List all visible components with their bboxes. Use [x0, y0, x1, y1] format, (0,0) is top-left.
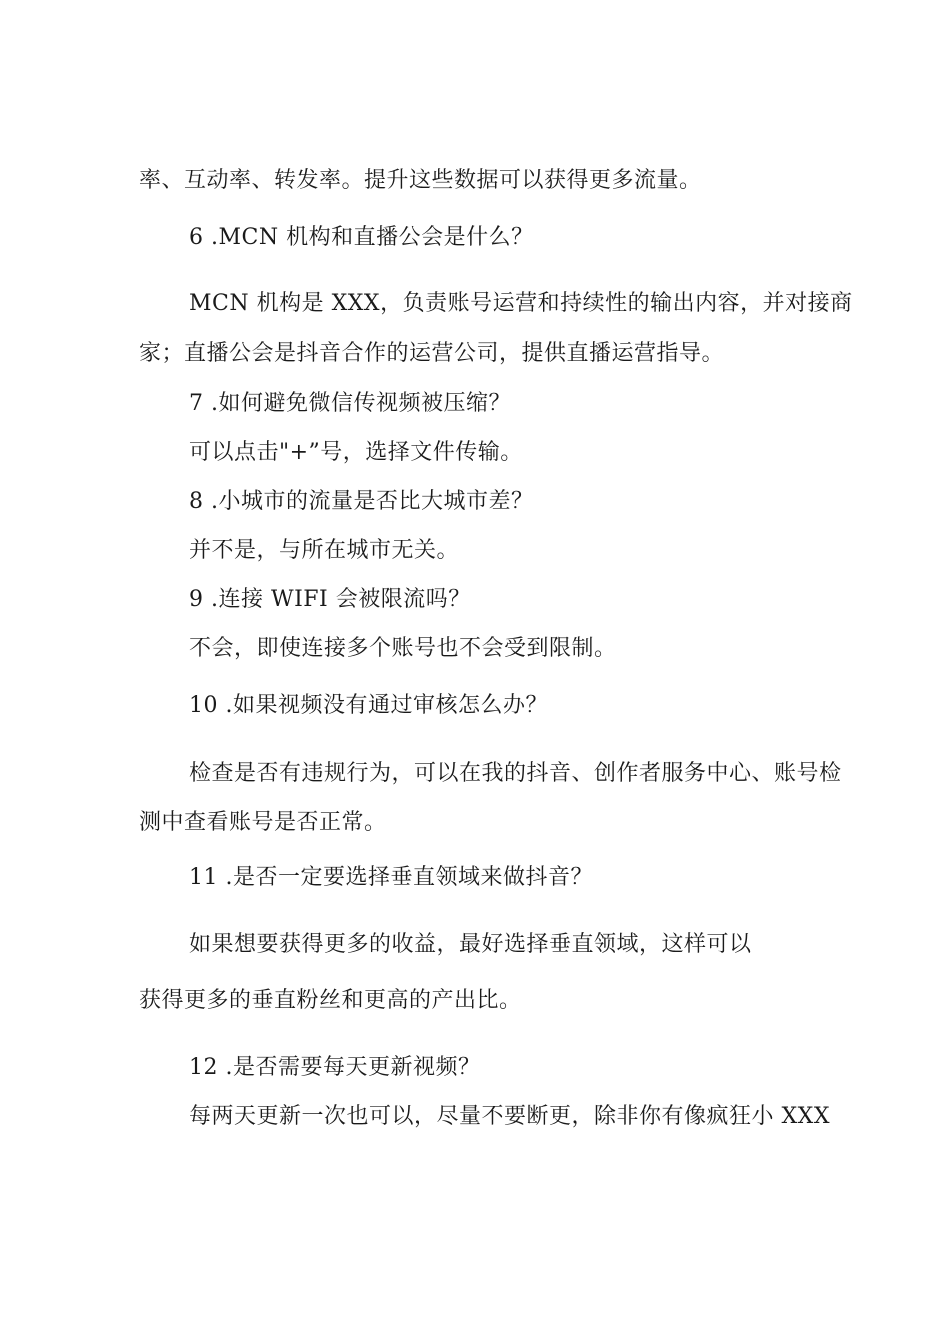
answer-11-line-2: 获得更多的垂直粉丝和更高的产出比。	[139, 988, 522, 1013]
paragraph-continuation: 率、互动率、转发率。提升这些数据可以获得更多流量。	[139, 168, 702, 193]
answer-9: 不会，即使连接多个账号也不会受到限制。	[189, 636, 617, 661]
answer-12-line-1: 每两天更新一次也可以，尽量不要断更，除非你有像疯狂小 XXX	[189, 1104, 830, 1129]
question-6: 6 .MCN 机构和直播公会是什么？	[189, 225, 534, 250]
question-12: 12 .是否需要每天更新视频？	[189, 1055, 481, 1080]
answer-6-line-1: MCN 机构是 XXX，负责账号运营和持续性的输出内容，并对接商	[189, 291, 853, 316]
answer-6-line-2: 家；直播公会是抖音合作的运营公司，提供直播运营指导。	[139, 341, 725, 366]
question-8: 8 .小城市的流量是否比大城市差？	[189, 489, 534, 514]
answer-10-line-1: 检查是否有违规行为，可以在我的抖音、创作者服务中心、账号检	[189, 761, 842, 786]
answer-10-line-2: 测中查看账号是否正常。	[139, 810, 387, 835]
question-10: 10 .如果视频没有通过审核怎么办？	[189, 693, 548, 718]
answer-11-line-1: 如果想要获得更多的收益，最好选择垂直领域，这样可以	[189, 932, 752, 957]
answer-7: 可以点击"+”号，选择文件传输。	[189, 440, 523, 465]
answer-8: 并不是，与所在城市无关。	[189, 538, 460, 563]
question-9: 9 .连接 WIFI 会被限流吗？	[189, 587, 471, 612]
question-7: 7 .如何避免微信传视频被压缩？	[189, 391, 511, 416]
question-11: 11 .是否一定要选择垂直领域来做抖音？	[189, 865, 593, 890]
